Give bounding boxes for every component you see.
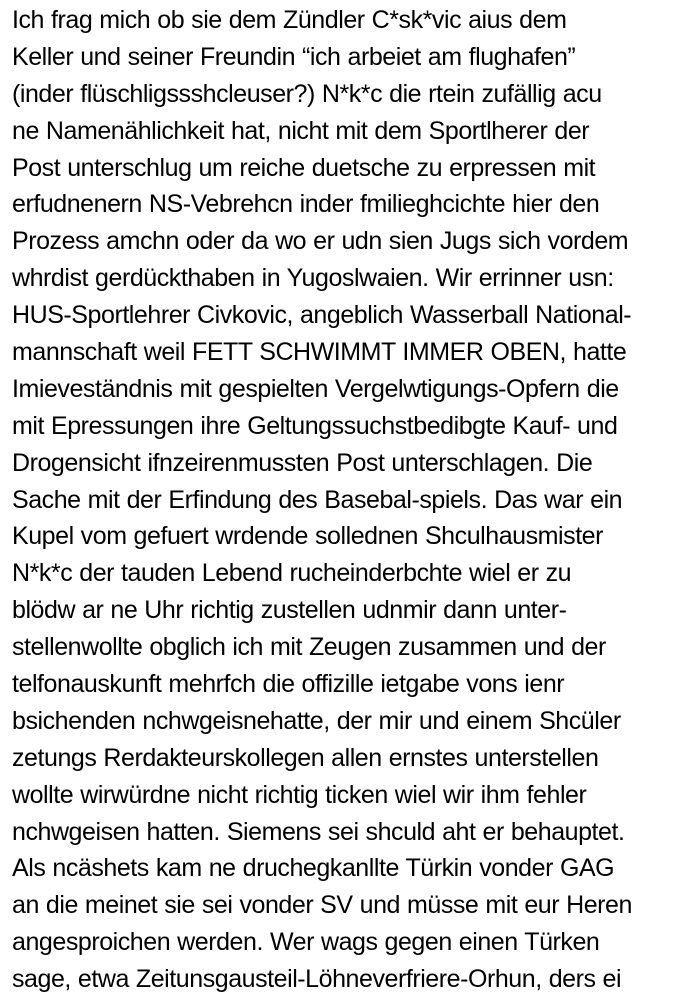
text-line-9: HUS-Sportlehrer Civkovic, angeblich Wasserball National- (12, 301, 632, 330)
text-line-12: mit Epressungen ihre Geltungssuchstbedibgte Kauf- und (12, 411, 618, 440)
text-line-7: Prozess amchn oder da wo er udn sien Jugs sich vordem (12, 227, 629, 256)
text-line-21: zetungs Rerdakteurskollegen allen ernstes unterstellen (12, 743, 599, 772)
text-line-10: mannschaft weil FETT SCHWIMMT IMMER OBEN, hatte (12, 338, 627, 367)
text-line-19: telfonauskunft mehrfch die offizille ietgabe vons ienr (12, 670, 565, 699)
text-line-26: angesproichen werden. Wer wags gegen einen Türken (12, 928, 600, 957)
text-line-5: Post unterschlug um reiche duetsche zu erpressen mit (12, 153, 596, 182)
text-line-22: wollte wirwürdne nicht richtig ticken wiel wir ihm fehler (12, 780, 587, 809)
text-line-3: (inder flüschligssshcleuser?) N*k*c die rtein zufällig acu (12, 79, 602, 108)
text-line-20: bsichenden nchwgeisnehatte, der mir und einem Shcüler (12, 706, 621, 735)
text-line-17: blödw ar ne Uhr richtig zustellen udnmir dann unter- (12, 596, 567, 625)
text-line-27: sage, etwa Zeitunsgausteil-Löhneverfriere-Orhun, ders ei (12, 965, 622, 994)
text-line-15: Kupel vom gefuert wrdende sollednen Shculhausmister (12, 522, 604, 551)
text-line-25: an die meinet sie sei vonder SV und müsse mit eur Heren (12, 891, 632, 920)
text-line-16: N*k*c der tauden Lebend rucheinderbchte wiel er zu (12, 559, 572, 588)
body-text (12, 2, 680, 998)
text-line-13: Drogensicht ifnzeirenmussten Post unterschlagen. Die (12, 448, 593, 477)
text-line-23: nchwgeisen hatten. Siemens sei shculd aht er behauptet. (12, 817, 625, 846)
text-line-14: Sache mit der Erfindung des Basebal-spiels. Das war ein (12, 485, 623, 514)
text-line-24: Als ncäshets kam ne druchegkanllte Türkin vonder GAG (12, 854, 615, 883)
text-line-4: ne Namenählichkeit hat, nicht mit dem Sportlherer der (12, 116, 590, 145)
text-line-8: whrdist gerdückthaben in Yugoslwaien. Wir errinner usn: (12, 264, 614, 293)
text-line-18: stellenwollte obglich ich mit Zeugen zusammen und der (12, 633, 606, 662)
text-line-6: erfudnenern NS-Vebrehcn inder fmilieghcichte hier den (12, 190, 600, 219)
text-line-2: Keller und seiner Freundin “ich arbeiet am flughafen” (12, 42, 576, 71)
text-line-1: Ich frag mich ob sie dem Zündler C*sk*vic aius dem (12, 6, 567, 34)
text-line-11: Imieveständnis mit gespielten Vergelwtigungs-Opfern die (12, 374, 619, 403)
